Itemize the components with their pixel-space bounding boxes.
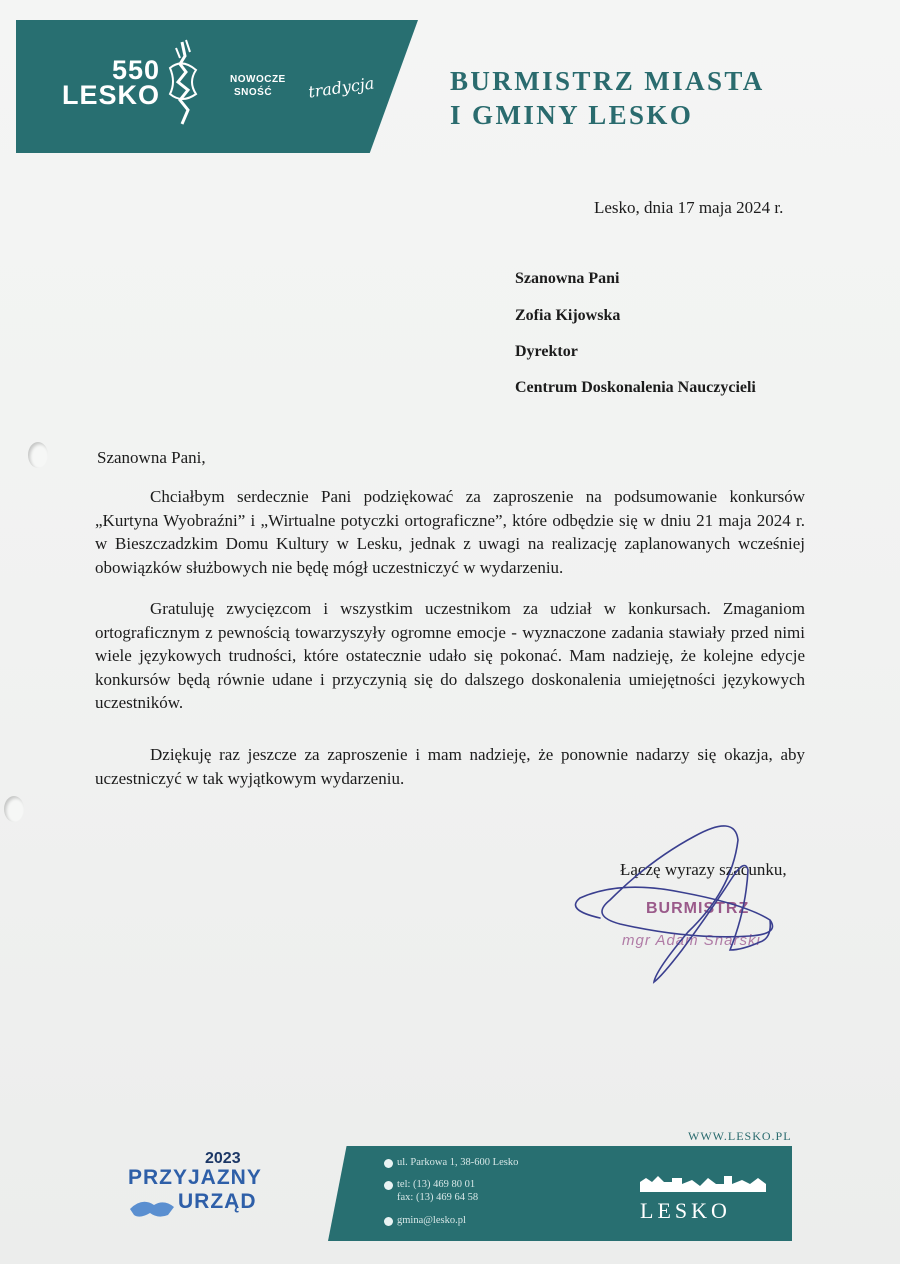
recipient-name: Zofia Kijowska [515,307,621,324]
badge-line-1: PRZYJAZNY [128,1166,262,1189]
tagline-part-1: NOWOCZE [230,74,286,85]
location-icon [384,1159,393,1168]
office-title [450,64,765,132]
body-paragraph-3: Dziękuję raz jeszcze za zaproszenie i mam nadzieję, że ponownie nadarzy się okazja, aby uczestniczyć w tak wyjątkowym wydarzeniu. [95,745,805,788]
office-title-line-1: BURMISTRZ MIASTA [450,66,765,96]
footer-fax: fax: (13) 469 64 58 [397,1192,479,1203]
handwritten-signature [560,800,800,1020]
handshake-icon [128,1195,176,1219]
logo-city: LESKO [62,80,161,110]
recipient-position: Dyrektor [515,343,578,360]
phone-icon [384,1181,393,1190]
crest-figure-icon [162,38,206,128]
email-icon [384,1217,393,1226]
recipient-line-1: Szanowna Pani [515,270,620,287]
stamp-name: mgr Adam Snarski [622,932,761,949]
town-skyline-icon [638,1172,768,1194]
badge-year: 2023 [205,1150,241,1167]
dateline: Lesko, dnia 17 maja 2024 r. [594,198,784,217]
tagline-part-2: SNOŚĆ [234,87,273,98]
footer-phone: tel: (13) 469 80 01 [397,1179,476,1190]
badge-line-2: URZĄD [178,1190,257,1213]
punch-hole [28,442,48,468]
recipient-institution: Centrum Doskonalenia Nauczycieli [515,379,756,396]
footer-email[interactable]: gmina@lesko.pl [397,1215,466,1226]
closing-phrase: Łączę wyrazy szacunku, [620,860,787,879]
logo-number: 550 [111,55,161,85]
footer-address: ul. Parkowa 1, 38-600 Lesko [397,1157,519,1168]
city-anniversary-logo [62,55,161,110]
website-link[interactable]: WWW.LESKO.PL [688,1129,792,1143]
body-paragraph-2: Gratuluję zwycięzcom i wszystkim uczestnikom za udział w konkursach. Zmaganiom ortograficznym z pewnością towarzyszyły ogromne emocje - wyznaczone zadania stawiały przed nimi wiele językowych trudności, które ostatecznie udało się pokonać. Mam nadzieję, że kolejne edycje konkursów będą równie udane i przyczynią się do dalszego doskonalenia umiejętności językowych uczestników. [95,599,805,712]
salutation: Szanowna Pani, [97,448,206,467]
tagline-part-3: tradycja [307,73,376,102]
punch-hole [4,796,24,822]
stamp-title: BURMISTRZ [646,900,750,917]
footer-brand: LESKO [640,1198,731,1223]
office-title-line-2: I GMINY LESKO [450,100,694,130]
body-paragraph-1: Chciałbym serdecznie Pani podziękować za zaproszenie na podsumowanie konkursów „Kurtyna Wyobraźni” i „Wirtualne potyczki ortograficzne”, które odbędzie się w dniu 21 maja 2024 r. w Bieszczadzkim Domu Kultury w Lesku, jednak z uwagi na realizację zaplanowanych wcześniej obowiązków służbowych nie będę mógł uczestniczyć w wydarzeniu. [95,487,805,577]
